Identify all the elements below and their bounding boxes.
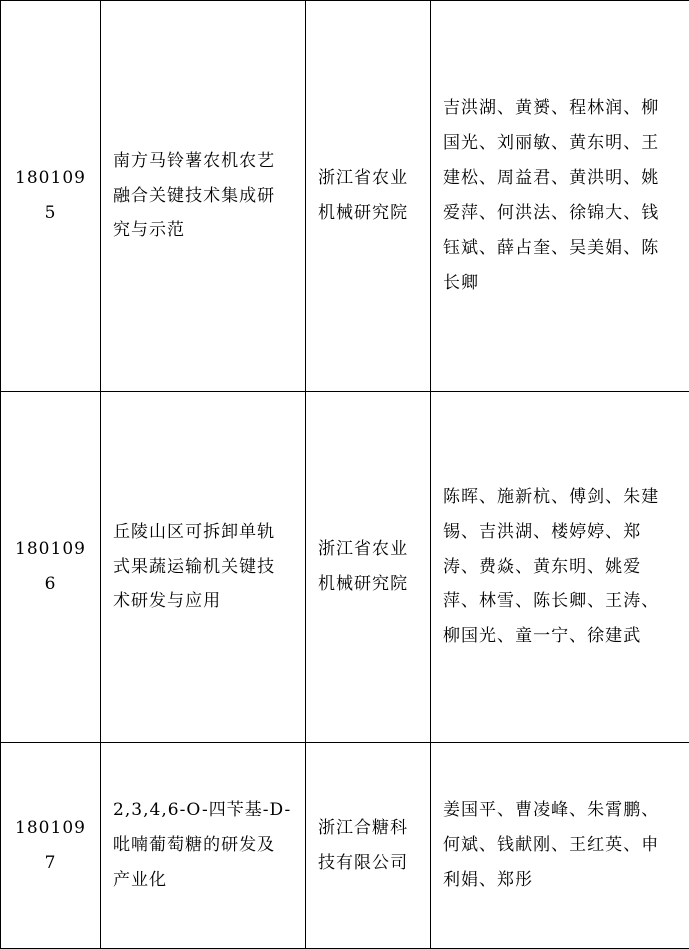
- project-title-text: 南方马铃薯农机农艺融合关键技术集成研究与示范: [113, 144, 293, 249]
- participants-text: 吉洪湖、黄赟、程林润、柳国光、刘丽敏、黄东明、王建松、周益君、黄洪明、姚爱萍、何洪法、徐锦大、钱钰斌、薛占奎、吴美娟、陈长卿: [443, 91, 677, 300]
- project-code-text: 1801097: [13, 811, 88, 881]
- cell-project-code: [1, 1, 101, 392]
- cell-project-code: [1, 392, 101, 743]
- project-code-text: 1801096: [13, 532, 88, 602]
- table-row: [1, 1, 689, 392]
- cell-participants: [431, 392, 689, 743]
- organization-text: 浙江省农业机械研究院: [318, 161, 418, 231]
- project-title-text: 2,3,4,6-O-四苄基-D-吡喃葡萄糖的研发及产业化: [113, 793, 293, 898]
- participants-text: 姜国平、曹凌峰、朱霄鹏、何斌、钱献刚、王红英、申利娟、郑彤: [443, 793, 677, 898]
- project-title-text: 丘陵山区可拆卸单轨式果蔬运输机关键技术研发与应用: [113, 515, 293, 620]
- organization-text: 浙江省农业机械研究院: [318, 532, 418, 602]
- cell-organization: [306, 1, 431, 392]
- cell-participants: [431, 1, 689, 392]
- participants-text: 陈晖、施新杭、傅剑、朱建锡、吉洪湖、楼婷婷、郑涛、费焱、黄东明、姚爱萍、林雪、陈长卿、王涛、柳国光、童一宁、徐建武: [443, 480, 677, 654]
- table-row: [1, 392, 689, 743]
- organization-text: 浙江合糖科技有限公司: [318, 811, 418, 881]
- project-code-text: 1801095: [13, 161, 88, 231]
- cell-organization: [306, 392, 431, 743]
- cell-project-title: [101, 1, 306, 392]
- cell-project-title: [101, 392, 306, 743]
